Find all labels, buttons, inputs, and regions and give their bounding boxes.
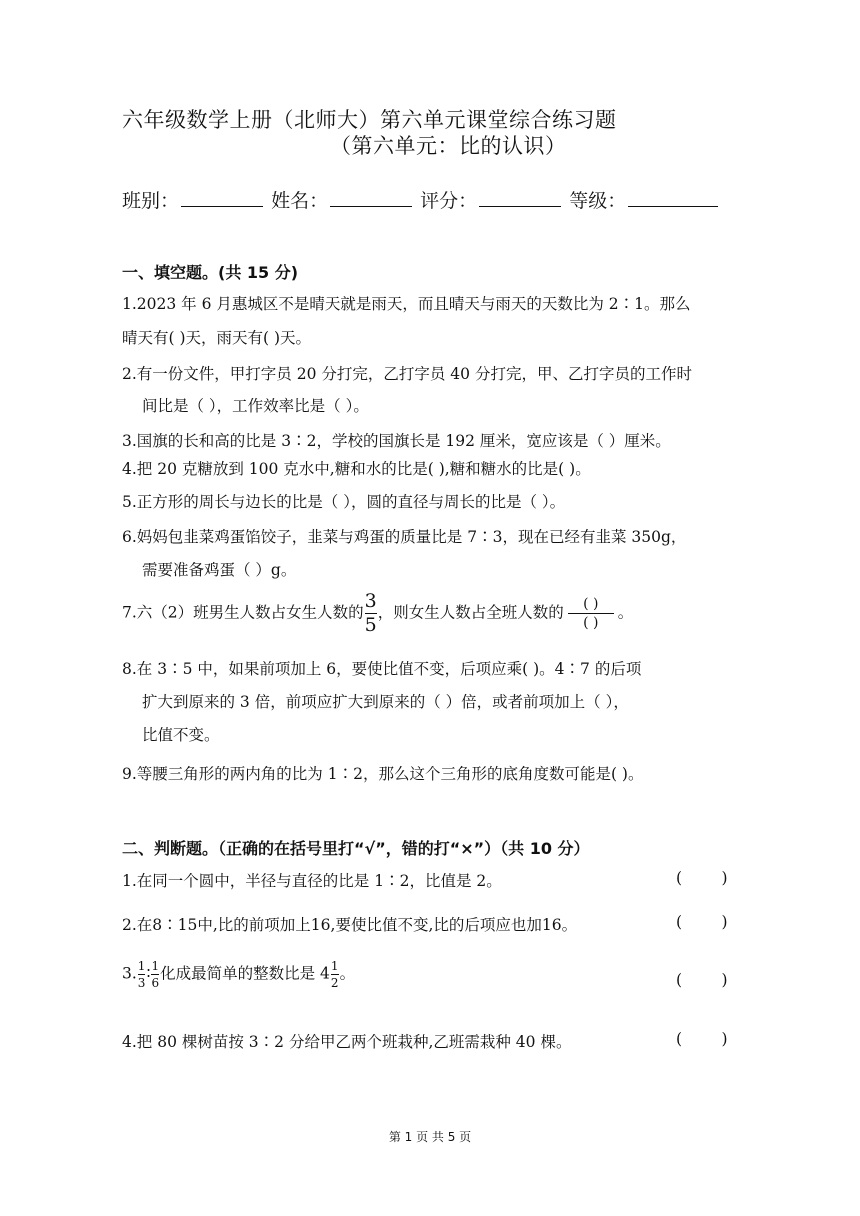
- q8-line3: 比值不变。: [142, 726, 220, 744]
- name-blank: [330, 188, 412, 207]
- colon: ∶: [146, 964, 151, 983]
- q8-line1: 8.在 3∶5 中，如果前项加上 6，要使比值不变，后项应乘( )。4∶7 的后项: [122, 660, 642, 678]
- q2-line1: 2.有一份文件，甲打字员 20 分打完，乙打字员 40 分打完，甲、乙打字员的工作时: [122, 365, 692, 383]
- fraction-bar: [151, 974, 159, 975]
- judge-q3-fraction1: [138, 960, 146, 989]
- judge-q3-mid: 化成最简单的整数比是 4: [160, 964, 330, 983]
- judge-q4-answer: ( ): [676, 1030, 728, 1048]
- name-label: 姓名：: [271, 190, 329, 212]
- q3: 3.国旗的长和高的比是 3∶2，学校的国旗长是 192 厘米，宽应该是（ ）厘米。: [122, 432, 671, 450]
- fraction-bar: [331, 974, 339, 975]
- q2-line2: 间比是（ ），工作效率比是（ ）。: [142, 397, 369, 415]
- numerator: 1: [137, 959, 146, 973]
- q7-blank-bottom: ( ): [583, 615, 599, 631]
- q7-blank-top: ( ): [583, 596, 599, 612]
- denominator: 6: [151, 976, 160, 990]
- q7-end: 。: [617, 603, 634, 622]
- q1-line2: 晴天有( )天，雨天有( )天。: [122, 329, 312, 347]
- q7-blank-fraction: [568, 597, 614, 630]
- numerator: 1: [330, 959, 339, 973]
- judge-q1-answer: ( ): [676, 869, 728, 887]
- student-info-line: [122, 186, 720, 213]
- q9: 9.等腰三角形的两内角的比为 1∶2，那么这个三角形的底角度数可能是( )。: [122, 765, 644, 783]
- judge-q3-fraction3: [331, 960, 339, 989]
- q7: [122, 592, 633, 635]
- numerator: 1: [151, 959, 160, 973]
- section1-title: 一、填空题。(共 15 分): [122, 263, 299, 282]
- grade-blank: [628, 188, 718, 207]
- judge-q3-fraction2: [151, 960, 159, 989]
- q8-line2: 扩大到原来的 3 倍，前项应扩大到原来的（ ）倍，或者前项加上（ ），: [142, 693, 629, 711]
- class-label: 班别：: [122, 190, 180, 212]
- q4: 4.把 20 克糖放到 100 克水中,糖和水的比是( ),糖和糖水的比是( )。: [122, 460, 591, 478]
- denominator: 3: [137, 976, 146, 990]
- q7-mid: ，则女生人数占全班人数的: [377, 603, 564, 622]
- q6-line1: 6.妈妈包韭菜鸡蛋馅饺子，韭菜与鸡蛋的质量比是 7∶3，现在已经有韭菜 350g，: [122, 528, 687, 546]
- q5: 5.正方形的周长与边长的比是（ ），圆的直径与周长的比是（ ）。: [122, 493, 566, 511]
- q6-line2: 需要准备鸡蛋（ ）g。: [142, 561, 297, 579]
- q7-pre: 7.六（2）班男生人数占女生人数的: [122, 603, 364, 622]
- section2-title: 二、判断题。（正确的在括号里打“√”，错的打“×”）（共 10 分）: [122, 839, 590, 858]
- judge-q3: [122, 960, 355, 989]
- judge-q3-end: 。: [339, 964, 356, 983]
- fraction-bar: [138, 974, 146, 975]
- q1-line1: 1.2023 年 6 月惠城区不是晴天就是雨天，而且晴天与雨天的天数比为 2∶1。那么: [122, 295, 691, 313]
- judge-q1: 1.在同一个圆中，半径与直径的比是 1∶2，比值是 2。: [122, 872, 502, 890]
- score-blank: [479, 188, 561, 207]
- page-subtitle: （第六单元：比的认识）: [330, 134, 567, 158]
- score-label: 评分：: [420, 190, 478, 212]
- judge-q2: 2.在8∶15中,比的前项加上16,要使比值不变,比的后项应也加16。: [122, 916, 578, 934]
- fraction-bar: [568, 613, 614, 614]
- grade-label: 等级：: [569, 190, 627, 212]
- judge-q3-pre: 3.: [122, 964, 137, 983]
- q7-fraction: [365, 592, 377, 635]
- page-footer: 第 1 页 共 5 页: [388, 1130, 472, 1144]
- page-title: 六年级数学上册（北师大）第六单元课堂综合练习题: [122, 108, 617, 132]
- judge-q4: 4.把 80 棵树苗按 3∶2 分给甲乙两个班栽种,乙班需栽种 40 棵。: [122, 1033, 572, 1051]
- denominator: 2: [330, 976, 339, 990]
- q7-denominator: 5: [364, 614, 377, 636]
- class-blank: [181, 188, 263, 207]
- q7-numerator: 3: [364, 590, 377, 612]
- judge-q3-answer: ( ): [676, 971, 728, 989]
- judge-q2-answer: ( ): [676, 913, 728, 931]
